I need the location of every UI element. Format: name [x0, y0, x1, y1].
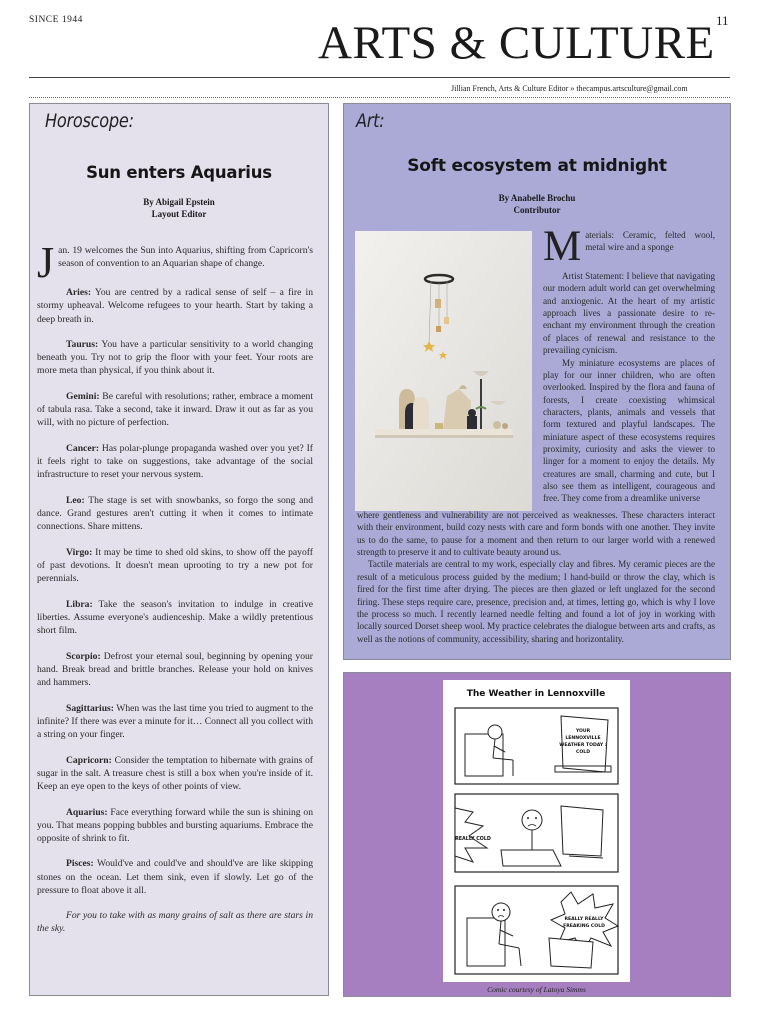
sign-name: Leo:: [66, 494, 85, 506]
horoscope-sign-entry: [37, 598, 313, 637]
horoscope-sign-entry: [37, 857, 313, 896]
byline-role: Contributor: [513, 204, 561, 215]
horoscope-sign-entry: [37, 338, 313, 377]
panel1-line1: YOUR: [575, 729, 591, 734]
sign-text: Face everything forward while the sun is shining on you. That means popping bubbles and bursting aquariums. Embrace the opposite of shrink to fit.: [37, 806, 313, 844]
horoscope-sign-entry: [37, 494, 313, 533]
since-label: SINCE 1944: [29, 15, 83, 25]
horoscope-sign-entry: [37, 390, 313, 429]
byline-name: By Anabelle Brochu: [498, 193, 576, 203]
byline-role: Layout Editor: [151, 208, 207, 219]
sign-name: Capricorn:: [66, 754, 112, 766]
dotted-divider: [29, 97, 730, 98]
art-section-label: Art:: [356, 110, 385, 132]
header-rule: [29, 77, 730, 78]
horoscope-sign-entry: [37, 806, 313, 845]
horoscope-sign-entry: [37, 702, 313, 741]
horoscope-sign-entry: [37, 442, 313, 481]
art-byline: [343, 193, 731, 216]
sign-text: Be careful with resolutions; rather, embrace a moment of tabula rasa. Take a second, take it inward. Draw it out as far as you will, with no picture of perfection.: [37, 391, 313, 429]
materials-paragraph: [543, 223, 715, 270]
tactile-paragraph: Tactile materials are central to my work, especially clay and fibres. My ceramic pieces are the result of a meticulous process guided by the medium; I hand-build or throw the clay, which is fired for the first time after drying. The pieces are then glazed or left unglazed for the second firing. These steps require care, presence, precision and, at times, letting go, which is why I love the process so much. I recently learned needle felting and found a lot of joy in working with locally sourced Dorset sheep wool. My practice celebrates the dialogue between arts and crafts, as well as the notions of community, accessibility, sharing and horizontality.: [357, 559, 715, 644]
sign-text: It may be time to shed old skins, to show off the payoff of past devotions. It doesn't mean uprooting to try a new pot for perennials.: [37, 546, 313, 585]
artwork-photo: [355, 231, 532, 511]
sign-name: Aries:: [66, 287, 92, 299]
sign-text: Would've and could've and should've are like skipping stones on the ocean. Let them sink, even if slowly. Let go of the pressure to float above it all.: [37, 858, 313, 896]
horoscope-closing: For you to take with as many grains of salt as there are stars in the sky.: [37, 910, 313, 935]
sign-name: Pisces:: [66, 858, 94, 870]
sign-text: When was the last time you tried to augment to the infinite? If there was ever a minute for it… Connect all you collect with a string on your finger.: [37, 702, 313, 740]
comic-strip: [443, 680, 630, 982]
horoscope-body: [37, 238, 313, 948]
signs-list: [37, 286, 313, 897]
editor-line: Jillian French, Arts & Culture Editor » thecampus.artsculture@gmail.com: [451, 84, 688, 93]
sign-text: Defrost your eternal soul, beginning by opening your hand. Break bread and brittle branches. Release your hold on knives and hammers.: [37, 650, 313, 689]
sign-name: Taurus:: [66, 339, 99, 351]
horoscope-section-label: Horoscope:: [45, 110, 134, 132]
sign-name: Sagittarius:: [66, 702, 114, 714]
sign-text: You have a particular sensitivity to a world changing beneath you. Try not to grip the floor with your feet. Your roots are more meta than physical, if you think about it.: [37, 339, 313, 377]
horoscope-sign-entry: [37, 546, 313, 585]
sign-name: Scorpio:: [66, 650, 101, 662]
horoscope-byline: [29, 197, 329, 220]
panel2-text: REALLY COLD: [455, 837, 491, 842]
panel3-line2: FREAKING COLD: [563, 924, 605, 929]
panel1-line3: WEATHER TODAY :: [559, 743, 607, 748]
art-headline: Soft ecosystem at midnight: [407, 156, 667, 176]
panel1-line2: LENNOXVILLE: [565, 736, 601, 741]
sign-name: Gemini:: [66, 391, 100, 403]
sign-name: Aquarius:: [66, 806, 108, 818]
art-text-bottom: [357, 509, 715, 645]
sign-text: Take the season's invitation to indulge in creative liberties. Assume everyone's audienceship. Make a wildly pretentious short film.: [37, 598, 313, 637]
materials-text: aterials: Ceramic, felted wool, metal wire and a sponge: [585, 230, 715, 253]
statement-paragraph: Artist Statement: I believe that navigating our modern adult world can get overwhelming and anxiogenic. At the heart of my artistic approach lives a passionate desire to re-enchant my environment through the creation of places of renewal and resistance to the prevailing cynicism.: [543, 271, 715, 356]
drop-cap: J: [37, 238, 55, 287]
miniature-paragraph-cont: where gentleness and vulnerability are not perceived as weaknesses. These characters interact with their environment, build cozy nests with care and form bonds with one another. They invite us to do the same, to pause for a moment and then return to our larger world with a renewed strength to preserve it and to cultivate beauty around us.: [357, 510, 715, 558]
sign-name: Libra:: [66, 598, 93, 610]
horoscope-headline: Sun enters Aquarius: [86, 163, 272, 182]
horoscope-sign-entry: [37, 650, 313, 689]
sign-name: Virgo:: [66, 546, 93, 558]
panel3-line1: REALLY REALLY: [564, 917, 604, 922]
section-title: ARTS & CULTURE: [318, 17, 715, 69]
horoscope-sign-entry: [37, 286, 313, 325]
sign-name: Cancer:: [66, 443, 100, 455]
page-number: 11: [716, 13, 729, 28]
drop-cap: M: [543, 223, 582, 270]
sign-text: You are centred by a radical sense of self – a fire in stormy upheaval. Welcome refugees to your hearth. Start by taking a deep breath in.: [37, 287, 313, 325]
comic-title: The Weather in Lennoxville: [466, 689, 606, 699]
sign-text: The stage is set with snowbanks, so forgo the song and dance. Grand gestures aren't cutting it when it comes to intimate connections. Share mittens.: [37, 494, 313, 533]
horoscope-sign-entry: [37, 754, 313, 793]
byline-name: By Abigail Epstein: [143, 197, 215, 207]
intro-text: an. 19 welcomes the Sun into Aquarius, shifting from Capricorn's season of convention to an Aquarian shape of change.: [58, 245, 313, 270]
sign-text: Has polar-plunge propaganda washed over you yet? If it feels right to take on suggestions, take advantage of the social infrastructure to reset your nervous system.: [37, 443, 313, 481]
horoscope-intro: [37, 238, 313, 287]
sign-text: Consider the temptation to hibernate with grains of sugar in the salt. A treasure chest is still a box when you're inside of it. Keep an eye open to the keys of other points of view.: [37, 754, 313, 792]
miniature-paragraph: My miniature ecosystems are places of play for our inner children, who are often overlooked. Inspired by the flora and fauna of forests, I create coexisting whimsical characters, plants, animals and vessels that form textured and playful landscapes. The miniature aspect of these ecosystems requires proximity, curiosity and asks the viewer to linger for a moment to enjoy the details. My creatures are small, charming and cute, but I also see them as intelligent, courageous and free. They come from a dreamlike universe: [543, 357, 715, 504]
art-text-column: [543, 223, 715, 505]
comic-credit: Comic courtesy of Latoya Simms: [487, 985, 586, 994]
panel1-line4: COLD: [575, 750, 591, 755]
